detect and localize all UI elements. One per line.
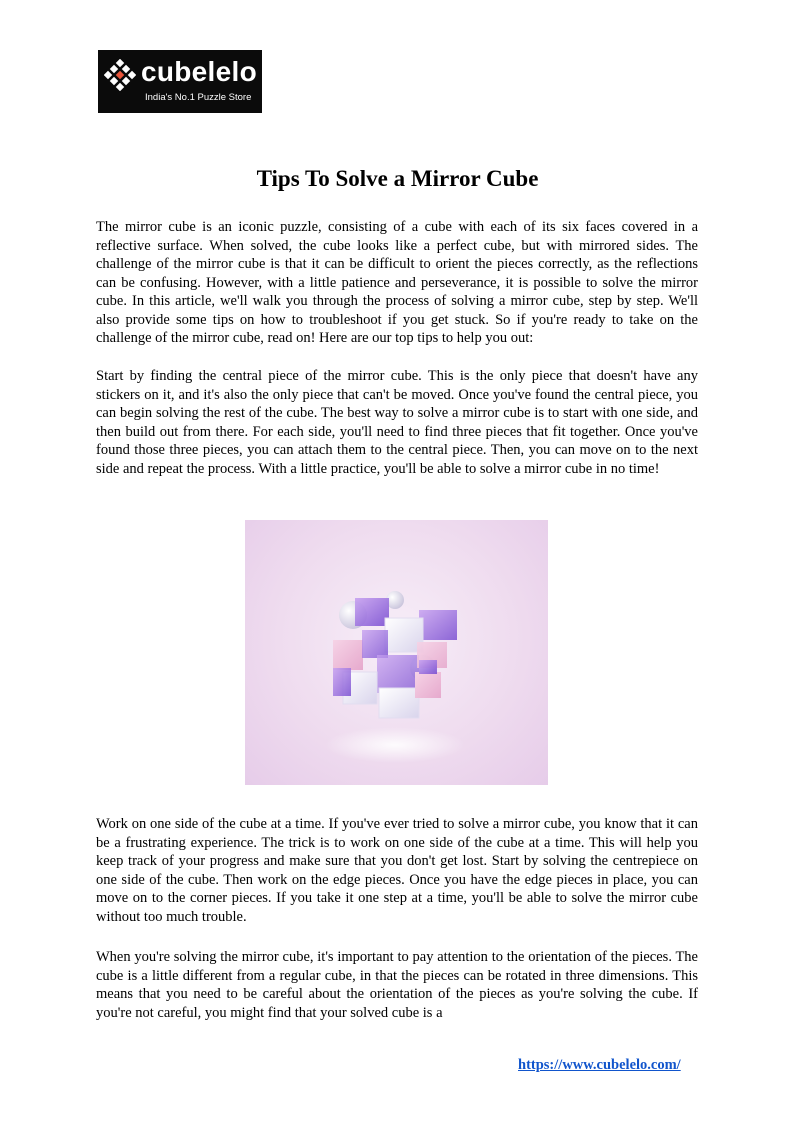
paragraph-central-piece: Start by finding the central piece of the mirror cube. This is the only piece that doesn't have any stickers on it, and it's also the only piece that can't be moved. Once you've found the central piece, you can begin solving the rest of the cube. The best way to solve a mirror cube is to start with one side, and then build out from there. For each side, you'll need to find three pieces that fit together. Once you've found those three pieces, you can attach them to the central piece. Then, you can move on to the next side and repeat the process. With a little practice, you'll be able to solve a mirror cube in no time! <box>96 368 698 477</box>
paragraph-one-side: Work on one side of the cube at a time. If you've ever tried to solve a mirror cube, you know that it can be a frustrating experience. The trick is to work on one side of the cube at a time. This will help you keep track of your progress and make sure that you don't get lost. Start by solving the centrepiece on one side of the cube. Then work on the edge pieces. Once you have the edge pieces in place, you can move on to the corner pieces. If you take it one step at a time, you'll be able to solve the mirror cube without too much trouble. <box>96 816 698 925</box>
mirror-cube-image <box>245 520 548 785</box>
brand-name: cubelelo <box>141 56 257 87</box>
diamond-grid-icon <box>104 59 136 91</box>
footer-website-link[interactable]: https://www.cubelelo.com/ <box>518 1057 681 1073</box>
paragraph-orientation: When you're solving the mirror cube, it's important to pay attention to the orientation of the pieces. The cube is a little different from a regular cube, in that the pieces can be rotated in three dimensions. This means that you need to be careful about the orientation of the pieces as you're solving the cube. If you're not careful, you might find that your solved cube is a <box>96 949 698 1021</box>
page-title: Tips To Solve a Mirror Cube <box>256 166 539 191</box>
brand-tagline: India's No.1 Puzzle Store <box>145 92 252 103</box>
mirror-cube-illustration <box>245 520 548 785</box>
brand-logo[interactable] <box>98 50 262 113</box>
paragraph-intro: The mirror cube is an iconic puzzle, consisting of a cube with each of its six faces covered in a reflective surface. When solved, the cube looks like a perfect cube, but with mirrored sides. The challenge of the mirror cube is that it can be difficult to orient the pieces correctly, as the reflections can be confusing. However, with a little patience and perseverance, it is possible to solve the mirror cube. In this article, we'll walk you through the process of solving a mirror cube, step by step. We'll also provide some tips on how to troubleshoot if you get stuck. So if you're ready to take on the challenge of the mirror cube, read on! Here are our top tips to help you out: <box>96 219 698 346</box>
